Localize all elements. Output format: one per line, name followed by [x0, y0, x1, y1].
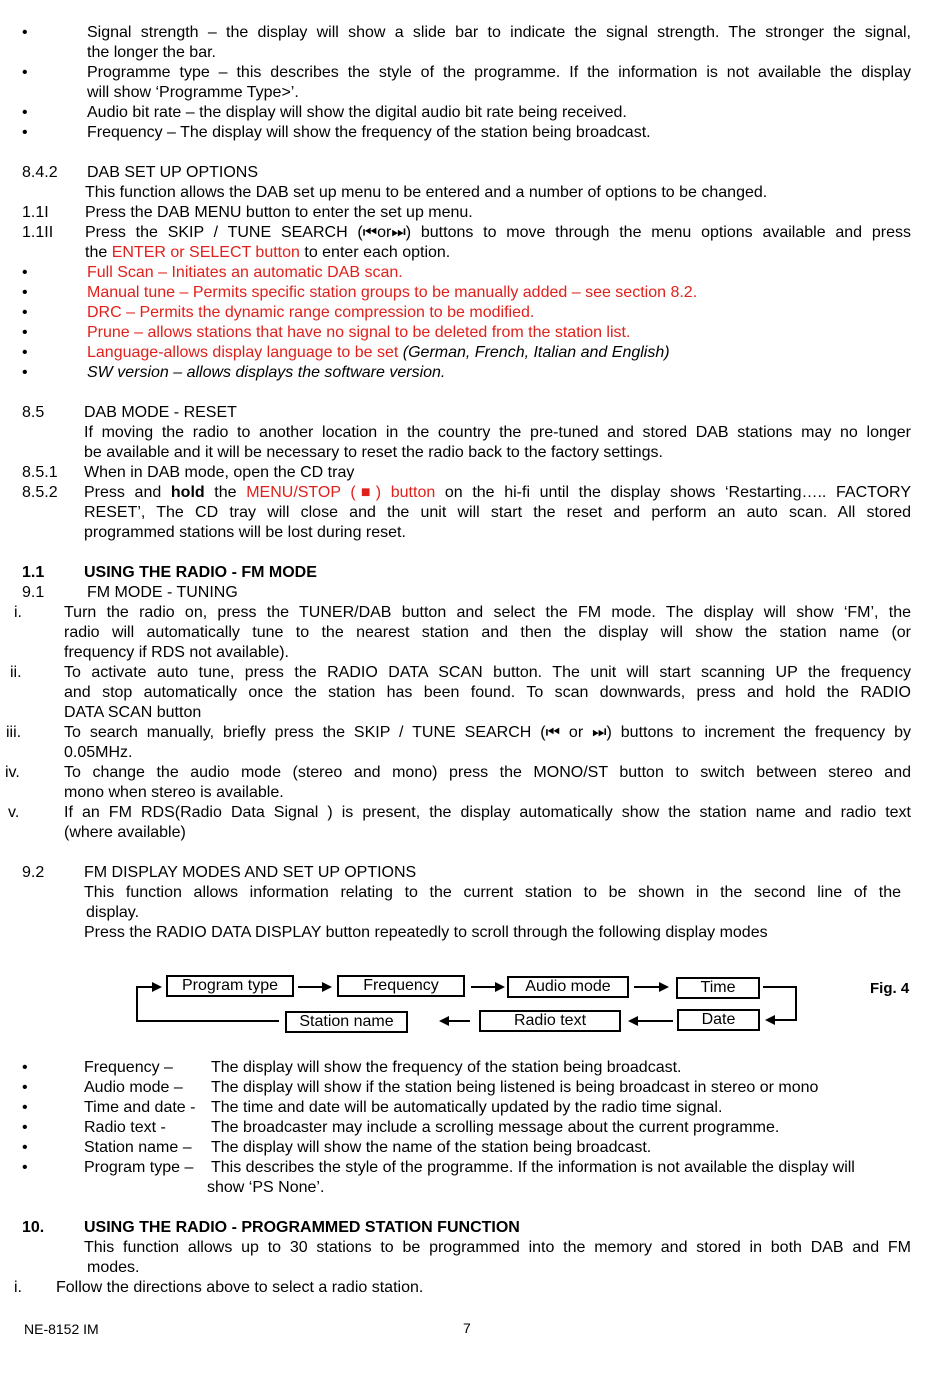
mode-desc: The display will show if the station being listened is being broadcast in stereo or mono [211, 1079, 819, 1096]
paragraph: If moving the radio to another location in the country the pre-tuned and stored DAB stations may no longer [84, 424, 911, 441]
step-number: 1.1I [22, 204, 49, 221]
text: the [85, 244, 112, 261]
bullet: • [22, 1159, 28, 1176]
footer-model: NE-8152 IM [24, 1321, 99, 1337]
mode-box-station-name: Station name [285, 1011, 408, 1033]
item-text: frequency if RDS not available). [64, 644, 289, 661]
bullet: • [22, 64, 28, 81]
option-item: SW version – allows displays the software version. [87, 364, 446, 381]
step-number: 8.5.1 [22, 464, 58, 481]
item-text: DATA SCAN button [64, 704, 202, 721]
bullet: • [22, 24, 28, 41]
figure-label: Fig. 4 [870, 980, 910, 997]
mode-box-audio-mode: Audio mode [507, 976, 629, 998]
bullet: • [22, 304, 28, 321]
section-title: USING THE RADIO - FM MODE [84, 564, 317, 581]
bullet: • [22, 364, 28, 381]
paragraph: Press the RADIO DATA DISPLAY button repeatedly to scroll through the following display modes [84, 924, 768, 941]
paragraph-cont: be available and it will be necessary to reset the radio back to the factory settings. [84, 444, 663, 461]
bullet: • [22, 284, 28, 301]
mode-desc-cont: show ‘PS None’. [207, 1179, 325, 1196]
text: to enter each option. [299, 244, 451, 261]
paragraph: This function allows up to 30 stations to be programmed into the memory and stored in both DAB and FM [84, 1239, 911, 1256]
bullet: • [22, 1139, 28, 1156]
item-number: ii. [10, 664, 22, 681]
mode-box-date: Date [677, 1009, 760, 1031]
list-item: Signal strength – the display will show a slide bar to indicate the signal strength. The stronger the signal, [87, 24, 911, 41]
item-number: iv. [5, 764, 20, 781]
list-item-cont: will show ‘Programme Type>’. [87, 84, 299, 101]
mode-key: Station name – [84, 1139, 192, 1156]
text: on the hi-fi until the display shows ‘Restarting….. FACTORY [435, 484, 911, 501]
highlight-text: ENTER or SELECT button [111, 244, 300, 261]
step-text-cont: programmed stations will be lost during reset. [84, 524, 406, 541]
paragraph-cont: display. [86, 904, 140, 921]
item-text: and stop automatically once the station has been found. To scan downwards, press and hold the RADIO [64, 684, 911, 701]
section-title: USING THE RADIO - PROGRAMMED STATION FUNCTION [84, 1219, 520, 1236]
option-item: Prune – allows stations that have no signal to be deleted from the station list. [87, 324, 631, 341]
item-text: To change the audio mode (stereo and mono) press the MONO/ST button to switch between stereo and [64, 764, 911, 781]
mode-desc: The broadcaster may include a scrolling message about the current programme. [211, 1119, 780, 1136]
mode-box-program-type: Program type [166, 975, 294, 997]
bullet: • [22, 124, 28, 141]
mode-key: Audio mode – [84, 1079, 183, 1096]
option-item: Full Scan – Initiates an automatic DAB scan. [87, 264, 403, 281]
subsection-title: FM MODE - TUNING [87, 584, 238, 601]
mode-box-frequency: Frequency [337, 975, 465, 997]
item-text: If an FM RDS(Radio Data Signal ) is present, the display automatically show the station name and radio text [64, 804, 911, 821]
paragraph: This function allows information relating to the current station to be shown in the second line of the [84, 884, 901, 901]
page-number: 7 [463, 1320, 471, 1336]
step-text: Press the DAB MENU button to enter the set up menu. [85, 204, 473, 221]
item-text: To activate auto tune, press the RADIO DATA SCAN button. The unit will start scanning UP the frequency [64, 664, 911, 681]
item-number: i. [14, 604, 22, 621]
item-number: i. [14, 1279, 22, 1296]
highlight-text: MENU/STOP (■) button [246, 484, 436, 501]
item-text: To search manually, briefly press the SKIP / TUNE SEARCH (⏮ or ⏭) buttons to increment the frequency by [64, 724, 911, 741]
step-number: 8.5.2 [22, 484, 58, 501]
list-item: Frequency – The display will show the frequency of the station being broadcast. [87, 124, 651, 141]
bullet: • [22, 1119, 28, 1136]
item-text: 0.05MHz. [64, 744, 133, 761]
paragraph-cont: modes. [87, 1259, 140, 1276]
bullet: • [22, 1079, 28, 1096]
item-text: Follow the directions above to select a radio station. [56, 1279, 424, 1296]
section-number: 9.2 [22, 864, 45, 881]
bullet: • [22, 344, 28, 361]
mode-key: Time and date - [84, 1099, 196, 1116]
section-number: 8.4.2 [22, 164, 58, 181]
item-text: mono when stereo is available. [64, 784, 284, 801]
step-text: Press the SKIP / TUNE SEARCH (⏮or⏭) buttons to move through the menu options available and press [85, 224, 911, 241]
step-text-cont: RESET’, The CD tray will close and the unit will start the reset and perform an auto scan. All stored [84, 504, 911, 521]
text: Press and [84, 484, 171, 501]
bullet: • [22, 264, 28, 281]
section-number: 1.1 [22, 564, 45, 581]
section-number: 10. [22, 1219, 45, 1236]
bullet: • [22, 1059, 28, 1076]
subsection-number: 9.1 [22, 584, 45, 601]
highlight-text: Language-allows display language to be set [87, 344, 403, 361]
bullet: • [22, 1099, 28, 1116]
item-number: v. [8, 804, 20, 821]
section-title: DAB MODE - RESET [84, 404, 237, 421]
bullet: • [22, 324, 28, 341]
option-item: Manual tune – Permits specific station groups to be manually added – see section 8.2. [87, 284, 698, 301]
item-text: (where available) [64, 824, 186, 841]
section-title: FM DISPLAY MODES AND SET UP OPTIONS [84, 864, 417, 881]
list-item: Audio bit rate – the display will show the digital audio bit rate being received. [87, 104, 627, 121]
mode-desc: The display will show the name of the station being broadcast. [211, 1139, 652, 1156]
item-text: radio will automatically tune to the nearest station and then the display will show the station name (or [64, 624, 911, 641]
mode-key: Frequency – [84, 1059, 173, 1076]
list-item: Programme type – this describes the style of the programme. If the information is not available the display [87, 64, 911, 81]
arrow-down-loop [763, 987, 796, 1020]
mode-desc: The display will show the frequency of the station being broadcast. [211, 1059, 682, 1076]
list-item-cont: the longer the bar. [87, 44, 216, 61]
mode-key: Radio text - [84, 1119, 166, 1136]
step-text: When in DAB mode, open the CD tray [84, 464, 355, 481]
bold-text: hold [170, 484, 205, 501]
mode-box-radio-text: Radio text [479, 1010, 621, 1032]
mode-desc: This describes the style of the programme. If the information is not available the display will [211, 1159, 855, 1176]
option-item: DRC – Permits the dynamic range compression to be modified. [87, 304, 535, 321]
bullet: • [22, 104, 28, 121]
item-text: Turn the radio on, press the TUNER/DAB button and select the FM mode. The display will show ‘FM’, the [64, 604, 911, 621]
mode-box-time: Time [676, 977, 760, 999]
text: the [204, 484, 247, 501]
mode-desc: The time and date will be automatically updated by the radio time signal. [211, 1099, 723, 1116]
item-number: iii. [6, 724, 22, 741]
section-intro: This function allows the DAB set up menu to be entered and a number of options to be changed. [85, 184, 768, 201]
section-number: 8.5 [22, 404, 45, 421]
italic-text: (German, French, Italian and English) [402, 344, 670, 361]
mode-key: Program type – [84, 1159, 194, 1176]
step-number: 1.1II [22, 224, 54, 241]
section-title: DAB SET UP OPTIONS [87, 164, 259, 181]
